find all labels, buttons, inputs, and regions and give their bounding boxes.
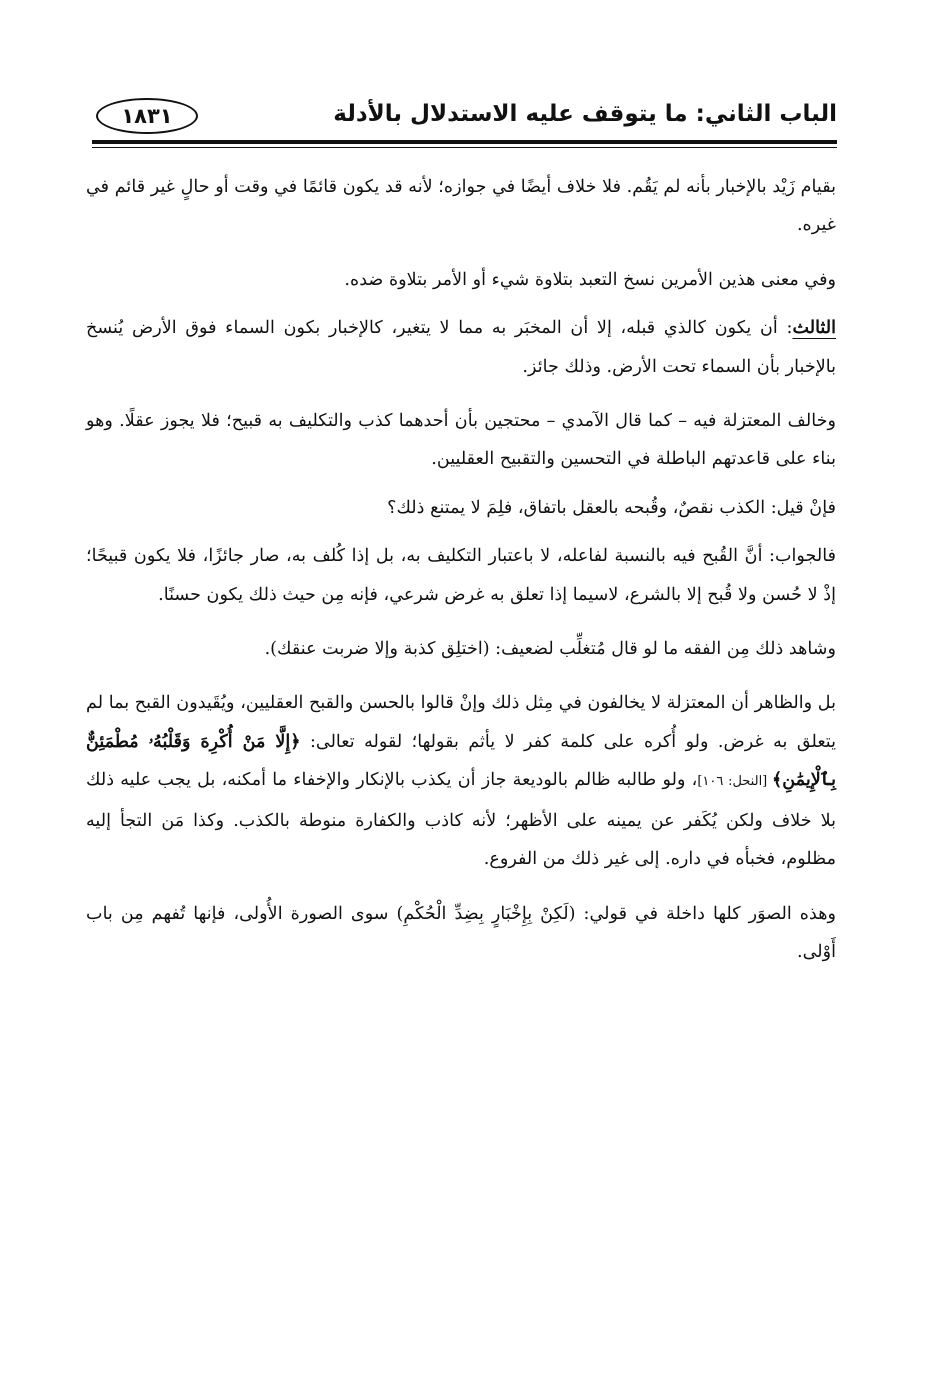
paragraph-8-text-before: بل والظاهر أن المعتزلة لا يخالفون في مِثل ذلك وإنْ قالوا بالحسن والقبح العقليين، ويُقَيدون القبح بما لم يتعلق به غرض. ولو أُكره على كلمة كفر لا يأثم بقولها؛ لقوله تعالى: (86, 693, 837, 752)
paragraph-8 (86, 684, 836, 878)
paragraph-6: فالجواب: أنَّ القُبح فيه بالنسبة لفاعله، لا باعتبار التكليف به، بل إذا كُلف به، صار جائزًا، فلا يكون قبيحًا؛ إذْ لا حُسن ولا قُبح إلا بالشرع، لاسيما إذا تعلق به غرض شرعي، فإنه مِن حيث ذلك يكون حسنًا. (86, 546, 836, 605)
paragraph-3-text: : أن يكون كالذي قبله، إلا أن المخبَر به مما لا يتغير، كالإخبار بكون السماء فوق الأرض يُنسخ بالإخبار بأن السماء تحت الأرض. وذلك جائز. (86, 318, 836, 377)
page-header (92, 96, 837, 136)
quran-verse: ﴿إِلَّا مَنْ أُكْرِهَ وَقَلْبُهُۥ مُطْمَئِنٌّ بِٱلْإِيمَٰنِ﴾ (86, 730, 836, 791)
paragraph-2: وفي معنى هذين الأمرين نسخ التعبد بتلاوة شيء أو الأمر بتلاوة ضده. (344, 269, 836, 290)
paragraph-8-text-after: ، ولو طالبه ظالم بالوديعة جاز أن يكذب بالإنكار والإخفاء ما أمكنه، بل يجب عليه ذلك بلا خلاف ولكن يُكَفر عن يمينه على الأظهر؛ لأنه كاذب والكفارة منوطة بالكذب. وكذا مَن التجأ إليه مظلوم، فخبأه في داره. إلى غير ذلك من الفروع. (86, 770, 836, 870)
paragraph-5: فإنْ قيل: الكذب نقصٌ، وقُبحه بالعقل باتفاق، فلِمَ لا يمتنع ذلك؟ (387, 497, 836, 518)
running-title: الباب الثاني: ما يتوقف عليه الاستدلال بالأدلة (333, 101, 837, 127)
page-number: ١٨٣١ (96, 98, 198, 134)
paragraph-4: وخالف المعتزلة فيه – كما قال الآمدي – محتجين بأن أحدهما كذب والتكليف به قبيح؛ فلا يجوز عقلًا. وهو بناء على قاعدتهم الباطلة في التحسين والتقبيح العقليين. (86, 411, 836, 470)
verse-citation: [النحل: ١٠٦] (697, 774, 772, 790)
paragraph-1: بقيام زَيْد بالإخبار بأنه لم يَقُم. فلا خلاف أيضًا في جوازه؛ لأنه قد يكون قائمًا في وقت أو حالٍ غير قائم في غيره. (86, 177, 836, 236)
paragraph-9: وهذه الصوَر كلها داخلة في قولي: (لَكِنْ بِإِخْبَارٍ بِضِدِّ الْحُكْمِ) سوى الصورة الأُولى، فإنها تُفهم مِن باب أَوْلى. (86, 903, 836, 962)
paragraph-3 (86, 309, 836, 386)
section-label-third: الثالث (792, 317, 836, 339)
body-text (86, 168, 836, 987)
paragraph-7: وشاهد ذلك مِن الفقه ما لو قال مُتغلِّب لضعيف: (اختلِق كذبة وإلا ضربت عنقك). (264, 639, 836, 660)
header-rule (92, 140, 837, 144)
header-rule-thin (92, 147, 837, 148)
